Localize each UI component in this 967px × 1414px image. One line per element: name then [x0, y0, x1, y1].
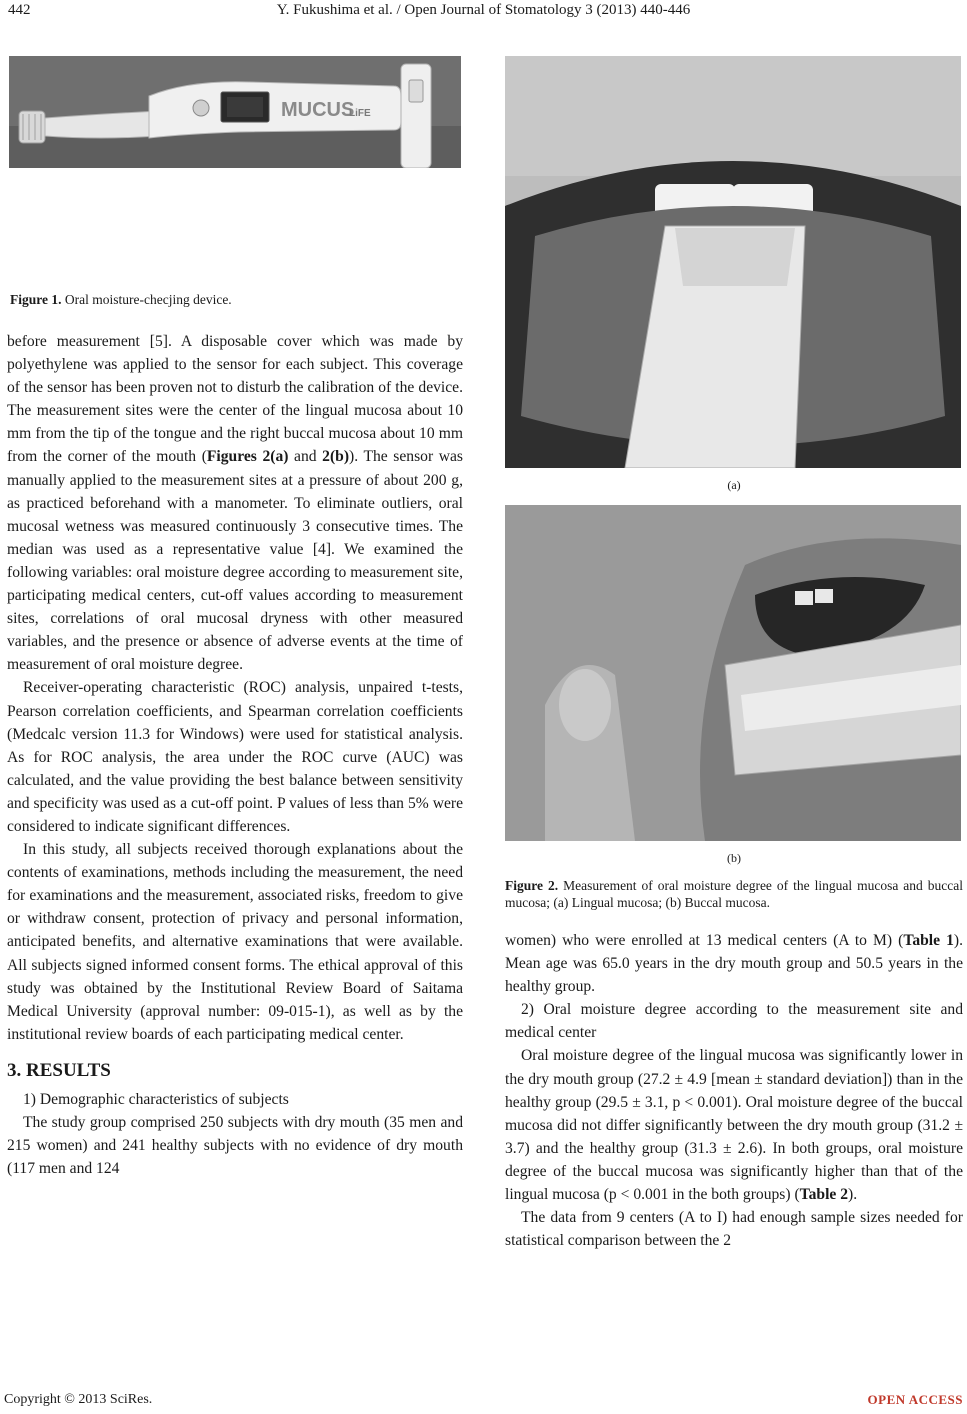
section-heading-results: 3. RESULTS	[7, 1059, 111, 1081]
lingual-mucosa-photo	[505, 56, 961, 468]
figure-2a-photo	[505, 56, 961, 468]
results-paragraph-2: women) who were enrolled at 13 medical centers (A to M) (Table 1). Mean age was 65.0 years in the dry mouth group and 50.5 years in the healthy group.	[505, 932, 964, 996]
figure-1	[7, 56, 463, 168]
subsection-heading-demographics: 1) Demographic characteristics of subjects	[23, 1090, 289, 1108]
figure-2a-ref: Figures 2(a)	[206, 448, 289, 466]
moisture-device-illustration	[9, 56, 461, 168]
figure-2b-label: (b)	[727, 851, 741, 865]
figure-2b-ref: 2(b)	[322, 448, 350, 466]
results-paragraph-3: Oral moisture degree of the lingual mucosa was significantly lower in the dry mouth group (27.2 ± 4.9 [mean ± standard deviation]) than in the healthy group (29.5 ± 3.1, p < 0.001). Oral moisture degree of the buccal mucosa did not differ significantly between the dry mouth group (31.2 ± 3.7) and the healthy group (31.3 ± 2.6). In both groups, oral moisture degree of the buccal mucosa was significantly higher than that of the lingual mucosa (p < 0.001 in the both groups) (Table 2).	[505, 1047, 963, 1204]
figure-2b-photo	[505, 505, 961, 841]
left-column	[7, 56, 463, 1180]
buccal-mucosa-photo	[505, 505, 961, 841]
svg-text:LiFE: LiFE	[349, 108, 371, 119]
figure-2a-label: (a)	[727, 478, 741, 492]
methods-paragraph-3: In this study, all subjects received thorough explanations about the contents of examinations, methods including the measurement, the need for examinations and the measurement, associated risks, freedom to give or withdraw consent, protection of privacy and personal information, anticipated benefits, and alternative examinations that were available. All subjects signed informed consent forms. The ethical approval of this study was obtained by the Institutional Review Board of Saitama Medical University (approval number: 09-015-1), as well as by the institutional review boards of each participating medical center.	[7, 841, 463, 1043]
results-paragraph-4: The data from 9 centers (A to I) had enough sample sizes needed for statistical comparison between the 2	[505, 1209, 963, 1250]
figure-1-caption	[10, 292, 463, 308]
table-1-ref: Table 1	[903, 932, 954, 949]
methods-paragraph-1: before measurement [5]. A disposable cover which was made by polyethylene was applied to the sensor for each subject. This coverage of the sensor has been proven not to disturb the calibration of the device. The measurement sites were the center of the lingual mucosa about 10 mm from the tip of the tongue and the right buccal mucosa about 10 mm from the corner of the mouth (Figures 2(a) and 2(b)). The sensor was manually applied to the measurement sites at a pressure of about 200 g, as practiced beforehand with a manometer. To eliminate outliers, oral mucosal wetness was measured continuously 3 consecutive times. The median was used as a representative value [4]. We examined the following variables: oral moisture degree according to measurement site, participating medical centers, cut-off values according to measurement sites, correlations of oral mucosal dryness with other measured variables, and the presence or absence of adverse events at the time of measurement of oral moisture degree.	[7, 333, 463, 674]
copyright: Copyright © 2013 SciRes.	[4, 1392, 153, 1407]
figure-2-caption	[505, 878, 963, 911]
page-header	[0, 0, 967, 26]
open-access-badge: OPEN ACCESS	[867, 1392, 963, 1407]
methods-paragraph-2: Receiver-operating characteristic (ROC) analysis, unpaired t-tests, Pearson correlation coefficients, and Spearman correlation coefficients (Medcalc version 11.3 for Windows) were used for statistical analysis. As for ROC analysis, the area under the ROC curve (AUC) was calculated, and the value providing the best balance between sensitivity and specificity was used as a cut-off point. P values of less than 5% were considered to indicate significant differences.	[7, 679, 463, 835]
device-brand-logo: MUCUS	[281, 99, 355, 121]
figure-2-caption-text: Measurement of oral moisture degree of the lingual mucosa and buccal mucosa; (a) Lingual mucosa; (b) Buccal mucosa.	[505, 878, 963, 910]
running-title: Y. Fukushima et al. / Open Journal of Stomatology 3 (2013) 440-446	[276, 2, 691, 18]
figure-1-caption-text: Oral moisture-checjing device.	[61, 292, 232, 307]
table-2-ref: Table 2	[799, 1186, 849, 1204]
subsection-heading-moisture: 2) Oral moisture degree according to the measurement site and medical center	[505, 1001, 963, 1042]
page-number: 442	[8, 2, 31, 18]
figure-1-label: Figure 1.	[10, 292, 62, 307]
results-paragraph-1: The study group comprised 250 subjects with dry mouth (35 men and 215 women) and 241 healthy subjects with no evidence of dry mouth (117 men and 124	[7, 1114, 463, 1178]
figure-1-image	[9, 56, 461, 168]
figure-2-caption-label: Figure 2.	[505, 878, 559, 893]
right-column	[505, 56, 963, 1252]
